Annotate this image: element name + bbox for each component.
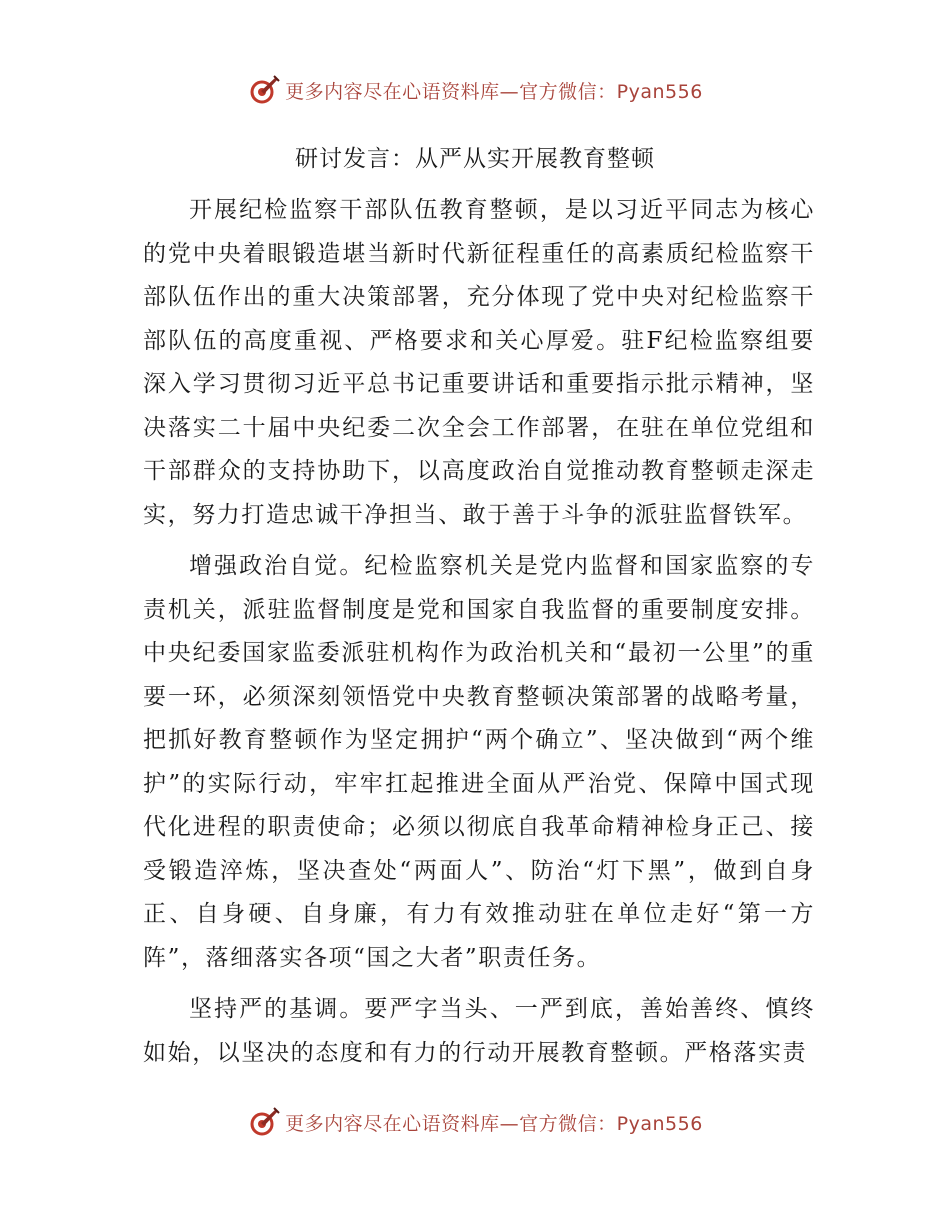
- document-title: 研讨发言：从严从实开展教育整顿: [295, 146, 655, 172]
- pen-nib-logo-icon: [247, 73, 281, 107]
- document-body: [143, 189, 815, 1083]
- paragraph-3: 坚持严的基调。要严字当头、一严到底，善始善终、慎终如始，以坚决的态度和有力的行动开展教育整顿。严格落实责: [143, 996, 815, 1066]
- banner-text: 更多内容尽在心语资料库—官方微信：Pyan556: [285, 80, 703, 103]
- header-banner: [0, 70, 950, 110]
- paragraph-1: 开展纪检监察干部队伍教育整顿，是以习近平同志为核心的党中央着眼锻造堪当新时代新征程重任的高素质纪检监察干部队伍作出的重大决策部署，充分体现了党中央对纪检监察干部队伍的高度重视、严格要求和关心厚爱。驻F纪检监察组要深入学习贯彻习近平总书记重要讲话和重要指示批示精神，坚决落实二十届中央纪委二次全会工作部署，在驻在单位党组和干部群众的支持协助下，以高度政治自觉推动教育整顿走深走实，努力打造忠诚干净担当、敢于善于斗争的派驻监督铁军。: [143, 197, 815, 528]
- footer-banner: [0, 1102, 950, 1142]
- paragraph-2: 增强政治自觉。纪检监察机关是党内监督和国家监察的专责机关，派驻监督制度是党和国家自我监督的重要制度安排。中央纪委国家监委派驻机构作为政治机关和“最初一公里”的重要一环，必须深刻领悟党中央教育整顿决策部署的战略考量，把抓好教育整顿作为坚定拥护“两个确立”、坚决做到“两个维护”的实际行动，牢牢扛起推进全面从严治党、保障中国式现代化进程的职责使命；必须以彻底自我革命精神检身正己、接受锻造淬炼，坚决查处“两面人”、防治“灯下黑”，做到自身正、自身硬、自身廉，有力有效推动驻在单位走好“第一方阵”，落细落实各项“国之大者”职责任务。: [143, 553, 815, 971]
- banner-text: 更多内容尽在心语资料库—官方微信：Pyan556: [285, 1112, 703, 1135]
- pen-nib-logo-icon: [247, 1105, 281, 1139]
